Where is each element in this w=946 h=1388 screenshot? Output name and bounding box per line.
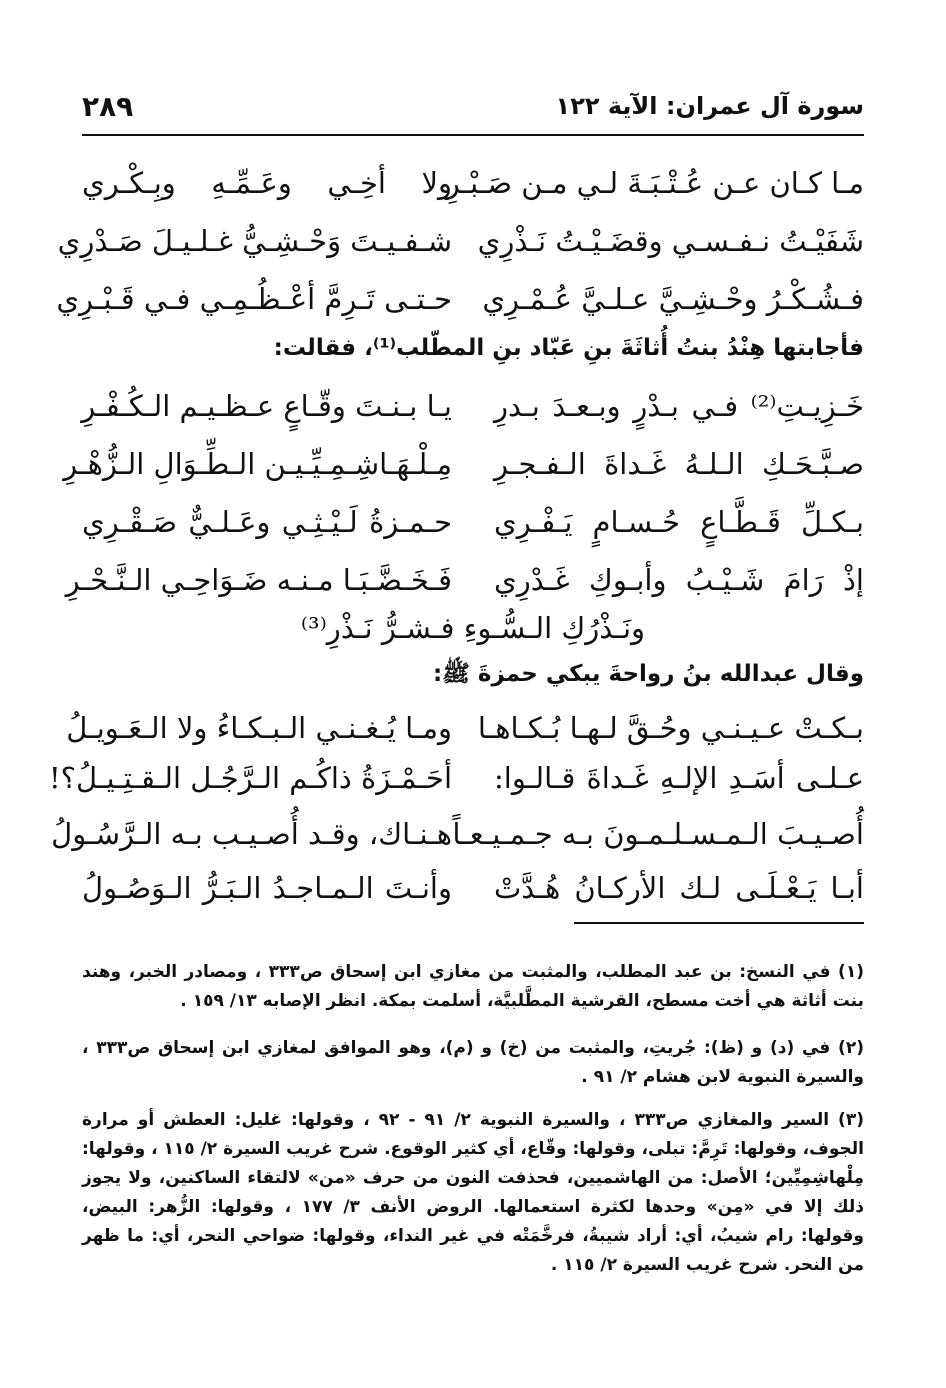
verse-row (63, 436, 864, 492)
verse-second-hemistich: أحَـمْـزَةُ ذاكُـم الـرَّجُـل الـقـتِـيـلُ؟! (49, 761, 452, 795)
footnote-divider (574, 922, 864, 924)
verse-first-hemistich: عـلـى أسَـدِ الإلـهِ غَـداةَ قـالـوا: (494, 761, 864, 795)
verse-first-hemistich: مـا كـان عـن عُـتْـبَـةَ لـي مـن صَـبْـرِ (445, 166, 864, 200)
verse-first-hemistich: بـكـتْ عـيـنـي وحُـقَّ لـهـا بُـكـاهـا (477, 711, 864, 745)
verse-second-hemistich: حـتـى تَـرِمَّ أعْـظُـمِـي فـي قَـبْـرِي (56, 282, 452, 316)
footnote-number: (٢) (838, 1038, 864, 1058)
surah-title: سورة آل عمران: الآية ١٢٢ (555, 92, 864, 120)
verse-second-hemistich: هـنـاك، وقـد أُصـيـب بـه الـرَّسُـولُ (51, 817, 452, 851)
verse-first-hemistich: بـكـلِّ قَـطَّـاعٍ حُـسـامٍ يَـفْـرِي (494, 505, 864, 539)
verse-row (82, 860, 864, 916)
verse-second-hemistich: ومـا يُـغـنـي الـبـكـاءُ ولا الـعَـويـلُ (66, 711, 452, 745)
verse-row (51, 806, 864, 862)
verse-second-hemistich: وأنـتَ الـمـاجـدُ الـبَـرُّ الـوَصُـولُ (82, 871, 452, 905)
footnote-text: في النسخ: بن عبد المطلب، والمثبت من مغازي ابن إسحاق ص٣٣٣ ، ومصادر الخبر، وهند بنت أثاثة هي أخت مسطح، القرشية المطَّلبيَّة، أسلمت بمكة. انظر الإصابه ١٣/ ١٥٩ . (82, 962, 864, 1011)
verse-row (82, 155, 864, 211)
verse-second-hemistich: شـفـيـتَ وَحْـشِـيُّ غـلـيـلَ صَـدْرِي (57, 224, 452, 258)
verse-first-hemistich: صـبَّـحَـكِ الـلـهُ غَـداةَ الـفـجـرِ (494, 447, 864, 481)
verse-first-hemistich: فـشُـكْـرُ وحْـشِـيَّ عـلـيَّ عُـمْـرِي (482, 282, 864, 316)
verse-row (66, 700, 864, 756)
page-number: ٢٨٩ (82, 90, 134, 123)
verse-row (56, 271, 864, 327)
verse-row (49, 750, 864, 806)
page-header (82, 92, 864, 132)
footnote (82, 1034, 864, 1092)
verse-second-hemistich: ولا أخِـي وعَـمِّـهِ وبِـكْـري (82, 166, 452, 200)
verse-first-hemistich: أُصـيـبَ الـمـسـلـمـونَ بـه جـمـيـعـاً (452, 817, 864, 851)
verse-row (57, 213, 864, 269)
verse-first-hemistich: شَفَيْـتُ نـفـسـي وقضَـيْـتُ نَـذْرِي (477, 224, 864, 258)
intro-paragraph: فأجابتها هِنْدُ بنتُ أُثاثَةَ بنِ عَبّاد بنِ المطّلب⁽¹⁾، فقالت: (273, 335, 864, 361)
footnote (82, 1106, 864, 1280)
verse-second-hemistich: حـمـزةُ لَـيْـثِـي وعَـلـيٌّ صَـقْـرِي (82, 505, 452, 539)
footnote-number: (٣) (838, 1110, 864, 1130)
header-divider (82, 134, 864, 136)
verse-second-hemistich: يـا بـنـتَ وقّـاعٍ عـظـيـم الـكُـفْـرِ (81, 389, 452, 423)
footnote (82, 958, 864, 1016)
verse-row (82, 378, 864, 434)
intro-paragraph: وقال عبدالله بنُ رواحةَ يبكي حمزةَ ﷺ: (432, 661, 864, 687)
footnote-number: (١) (838, 962, 864, 982)
footnote-text: السير والمغازي ص٣٣٣ ، والسيرة النبوية ٢/ ٩١ - ٩٢ ، وقولها: غليل: العطش أو مرارة الجوف، وقولها: تَرِمَّ: تبلى، وقولها: وقّاع، أي كثير الوقوع. شرح غريب السيرة ٢/ ١١٥ ، وقولها: مِلْهاشِمِيِّين؛ الأصل: من الهاشميين، فحذفت النون من حرف «من» لالتقاء الساكنين، ولا يجوز ذلك إلا في «مِن» وحدها لكثرة استعمالها. الروض الأنف ٣/ ١٧٧ ، وقولها: الزُّهر: البيض، وقولها: رام شيبُ، أي: أراد شيبةُ، فرخَّمَتْه في غير النداء، وقولها: ضواحي النحر، أي: ما ظهر من النحر. شرح غريب السيرة ٢/ ١١٥ . (82, 1110, 864, 1275)
verse-first-hemistich: أبـا يَـعْـلَـى لـك الأركـانُ هُـدَّتْ (494, 871, 864, 905)
verse-first-hemistich: إذْ رَامَ شَـيْـبُ وأبـوكِ غَـدْرِي (494, 563, 864, 597)
verse-second-hemistich: مِـلْـهَـاشِـمِـيِّـيـن الـطِّـوَالِ الـزُّهْـرِ (63, 447, 452, 481)
footnote-text: في (د) و (ظ): جُريتِ، والمثبت من (خ) و (م)، وهو الموافق لمغازي ابن إسحاق ص٣٣٣ ، والسيرة النبوية لابن هشام ٢/ ٩١ . (82, 1038, 864, 1087)
verse-second-hemistich: فَـخَـضَّـبَـا مـنـه ضَـوَاحِـي الـنَّـحْـرِ (65, 563, 452, 597)
verse-row (82, 494, 864, 550)
closing-verse: ونَـذْرُكِ الـسُّـوءِ فـشـرُّ نَـذْرِ⁽³⁾ (300, 611, 646, 645)
verse-first-hemistich: خَـزِيـتِ⁽²⁾ فـي بـدْرٍ وبـعـدَ بـدرِ (494, 389, 864, 423)
